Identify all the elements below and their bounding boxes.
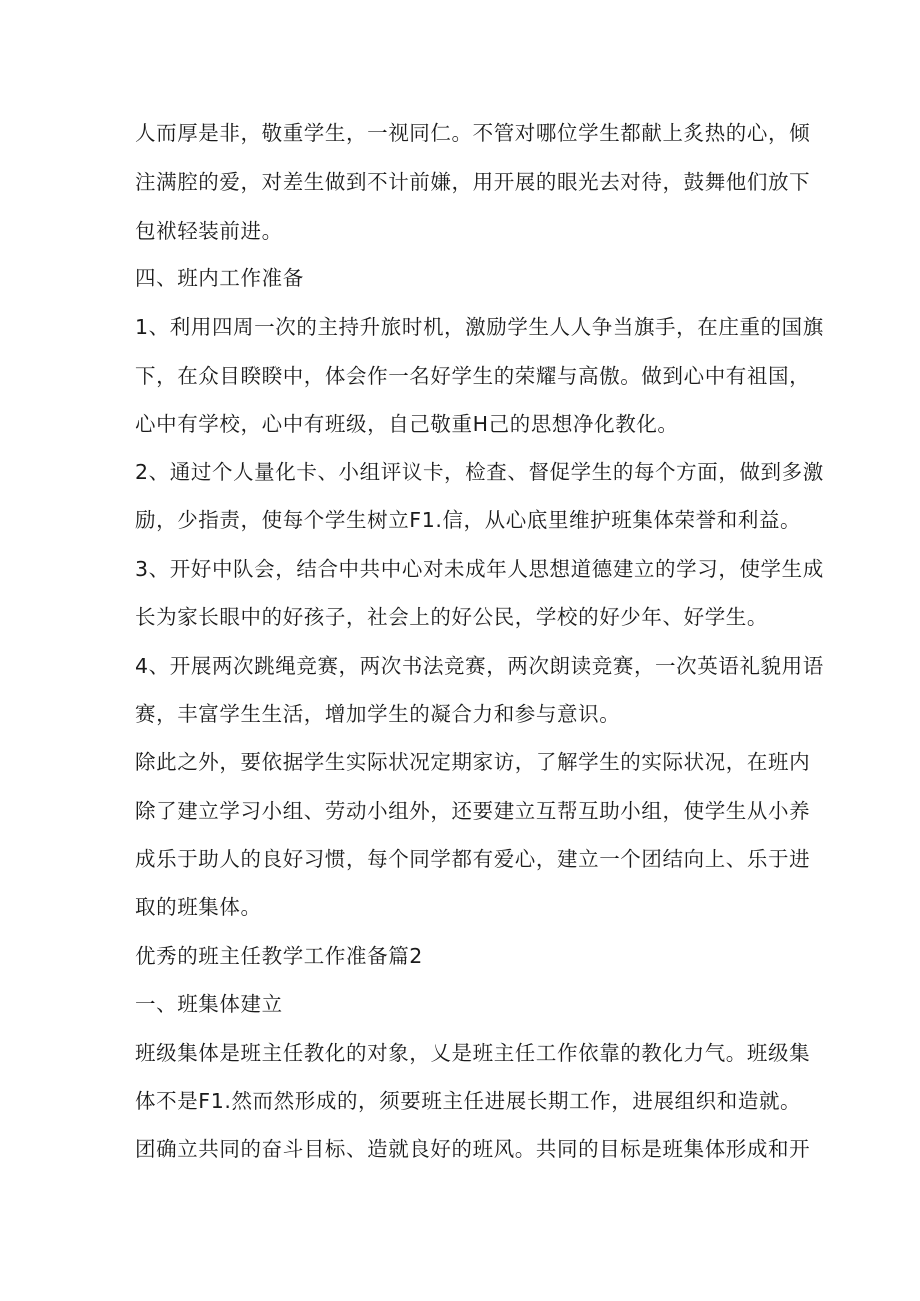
text-line: 包袱轻装前进。 — [135, 219, 283, 243]
text-line: 下，在众目睽睽中，体会作一名好学生的荣耀与高傲。做到心中有祖国， — [135, 364, 811, 388]
text-line: 励，少指责，使每个学生树立F1.信，从心底里维护班集体荣誉和利益。 — [135, 508, 802, 532]
text-line: 班级集体是班主任教化的对象，乂是班主任工作依靠的教化力气。班级集 — [135, 1041, 811, 1065]
text-line: 人而厚是非，敬重学生，一视同仁。不管对哪位学生都献上炙热的心，倾 — [135, 121, 811, 145]
article-title: 优秀的班主任教学工作准备篇2 — [135, 944, 423, 968]
text-line: 除此之外，要依据学生实际状况定期家访，了解学生的实际状况，在班内 — [135, 750, 811, 774]
text-line: 3、开好中队会，结合中共中心对未成年人思想道德建立的学习，使学生成 — [135, 557, 824, 581]
text-line: 体不是F1.然而然形成的，须要班主任进展长期工作，进展组织和造就。 — [135, 1089, 802, 1113]
text-line: 4、开展两次跳绳竞赛，两次书法竞赛，两次朗读竞赛，一次英语礼貌用语 — [135, 654, 824, 678]
text-line: 成乐于助人的良好习惯，每个同学都有爱心，建立一个团结向上、乐于进 — [135, 847, 811, 871]
text-line: 1、利用四周一次的主持升旅时机，激励学生人人争当旗手，在庄重的国旗 — [135, 315, 824, 339]
section-heading: 一、班集体建立 — [135, 992, 283, 1016]
text-line: 团确立共同的奋斗目标、造就良好的班风。共同的目标是班集体形成和开 — [135, 1137, 811, 1161]
text-line: 2、通过个人量化卡、小组评议卡，检査、督促学生的每个方面，做到多激 — [135, 460, 824, 484]
text-line: 取的班集体。 — [135, 895, 262, 919]
section-heading: 四、班内工作准备 — [135, 266, 304, 290]
text-line: 长为家长眼中的好孩子，社会上的好公民，学校的好少年、好学生。 — [135, 605, 768, 629]
text-line: 心中有学校，心中有班级，自己敬重H己的思想净化教化。 — [135, 412, 679, 436]
text-line: 除了建立学习小组、劳动小组外，还要建立互帮互助小组，使学生从小养 — [135, 799, 811, 823]
text-line: 注满腔的爱，对差生做到不计前嫌，用开展的眼光去对待，鼓舞他们放下 — [135, 170, 811, 194]
text-line: 赛，丰富学生生活，增加学生的凝合力和参与意识。 — [135, 702, 621, 726]
